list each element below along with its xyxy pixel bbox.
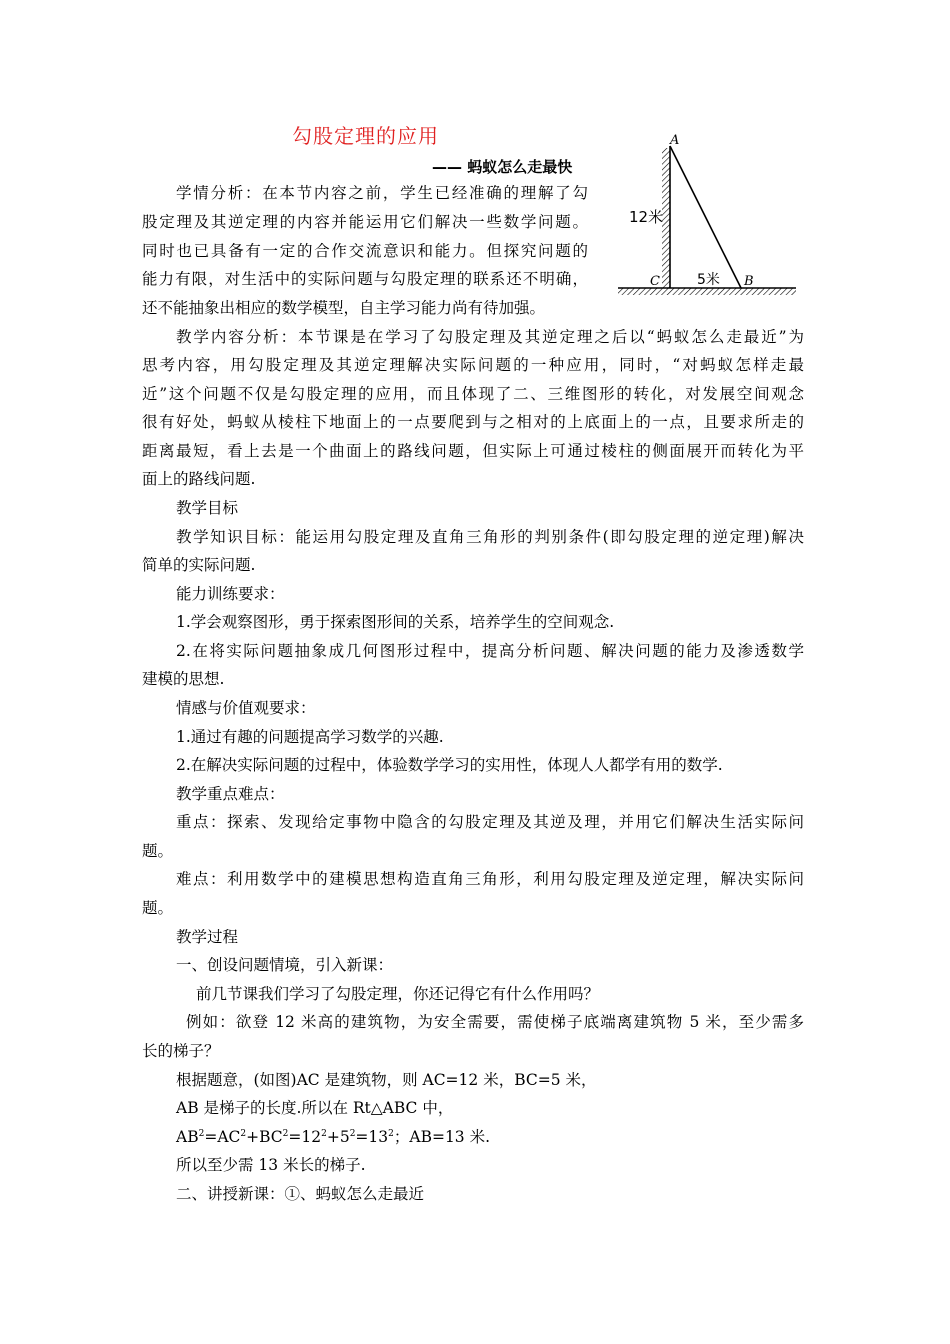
- text-line: 思考内容，用勾股定理及其逆定理解决实际问题的一种应用，同时，“对蚂蚁怎样走最: [142, 356, 804, 374]
- section-heading: 教学目标: [176, 499, 239, 517]
- text-line: 还不能抽象出相应的数学模型，自主学习能力尚有待加强。: [142, 299, 546, 317]
- list-item: 1.学会观察图形，勇于探索图形间的关系，培养学生的空间观念.: [176, 613, 615, 631]
- page-subtitle: —— 蚂蚁怎么走最快: [432, 158, 573, 176]
- text-line: 能力有限，对生活中的实际问题与勾股定理的联系还不明确，: [142, 270, 588, 288]
- text-line: 近”这个问题不仅是勾股定理的应用，而且体现了二、三维图形的转化，对发展空间观念: [142, 385, 804, 403]
- section-heading: 能力训练要求：: [176, 585, 285, 603]
- text-line: 题。: [142, 842, 174, 860]
- section-heading: 一、创设问题情境，引入新课：: [176, 956, 394, 974]
- text-line: 面上的路线问题.: [142, 470, 256, 488]
- label-height: 12米: [629, 208, 664, 226]
- text-line: 距离最短，看上去是一个曲面上的路线问题，但实际上可通过棱柱的侧面展开而转化为平: [142, 442, 804, 460]
- text-line: 前几节课我们学习了勾股定理，你还记得它有什么作用吗？: [196, 985, 600, 1003]
- section-heading: 教学重点难点：: [176, 785, 285, 803]
- text-line: 同时也已具备有一定的合作交流意识和能力。但探究问题的: [142, 242, 588, 260]
- label-a: A: [670, 133, 680, 148]
- text-line: AB 是梯子的长度.所以在 Rt△ABC 中，: [176, 1099, 454, 1117]
- text-line: 学情分析：在本节内容之前，学生已经准确的理解了勾: [176, 184, 588, 202]
- list-item: 2.在解决实际问题的过程中，体验数学学习的实用性，体现人人都学有用的数学.: [176, 756, 723, 774]
- text-line: 长的梯子？: [142, 1042, 220, 1060]
- ladder-line-ab: [670, 146, 741, 288]
- section-heading: 情感与价值观要求：: [176, 699, 316, 717]
- list-item: 1.通过有趣的问题提高学习数学的兴趣.: [176, 728, 444, 746]
- page-title: 勾股定理的应用: [292, 124, 439, 148]
- text-line: 例如：欲登 12 米高的建筑物，为安全需要，需使梯子底端离建筑物 5 米，至少需多: [186, 1013, 804, 1031]
- text-line: 教学内容分析：本节课是在学习了勾股定理及其逆定理之后以“蚂蚁怎么走最近”为: [176, 328, 804, 346]
- section-heading: 教学过程: [176, 928, 239, 946]
- text-line: 根据题意，(如图)AC 是建筑物，则 AC=12 米，BC=5 米，: [176, 1071, 597, 1089]
- ground-hatch: [618, 288, 796, 295]
- text-line: 股定理及其逆定理的内容并能运用它们解决一些数学问题。: [142, 213, 588, 231]
- text-line: 所以至少需 13 米长的梯子.: [176, 1156, 366, 1174]
- label-c: C: [650, 274, 660, 289]
- list-item: 2.在将实际问题抽象成几何图形过程中，提高分析问题、解决问题的能力及渗透数学: [176, 642, 804, 660]
- text-line: 重点：探索、发现给定事物中隐含的勾股定理及其逆及理，并用它们解决生活实际问: [176, 813, 804, 831]
- label-base: 5米: [697, 272, 720, 288]
- wall-hatch: [662, 148, 670, 288]
- text-line: 很有好处，蚂蚁从棱柱下地面上的一点要爬到与之相对的上底面上的一点，且要求所走的: [142, 413, 804, 431]
- text-line: 题。: [142, 899, 174, 917]
- text-line: 建模的思想.: [142, 670, 225, 688]
- section-heading: 二、讲授新课：①、蚂蚁怎么走最近: [176, 1185, 425, 1203]
- formula-line: $AB^2=AC^2+BC^2=12^2+5^2=13^2$；AB=13 米.: [176, 1128, 491, 1146]
- text-line: 简单的实际问题.: [142, 556, 256, 574]
- text-line: 教学知识目标：能运用勾股定理及直角三角形的判别条件(即勾股定理的逆定理)解决: [176, 528, 804, 546]
- text-line: 难点：利用数学中的建模思想构造直角三角形，利用勾股定理及逆定理，解决实际问: [176, 870, 804, 888]
- label-b: B: [744, 274, 754, 289]
